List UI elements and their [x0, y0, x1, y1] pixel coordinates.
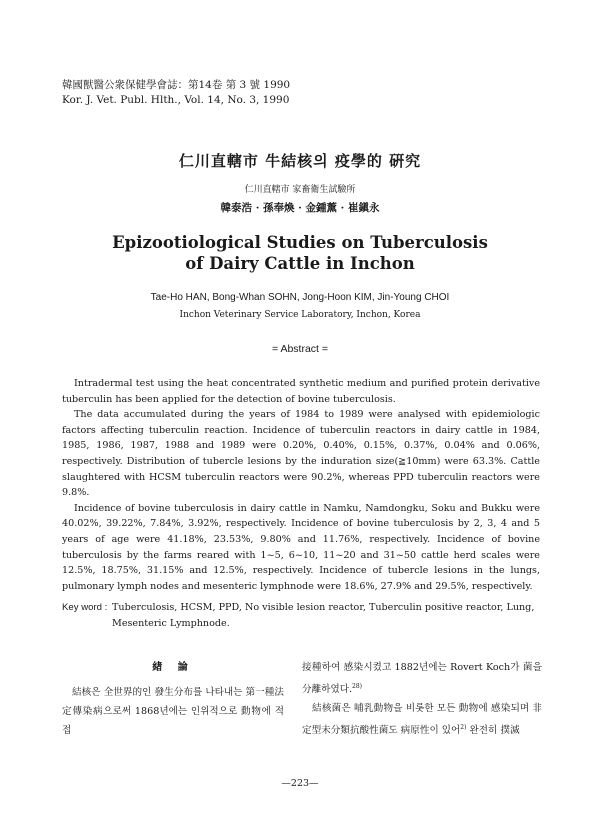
abstract-body: [62, 376, 540, 594]
section-heading-introduction: 緖 論: [152, 662, 194, 673]
abstract-paragraph-1: Intradermal test using the heat concentrated synthetic medium and purified protein derivative tuberculin has been applied for the detection of bovine tuberculosis.: [62, 378, 540, 405]
body-paragraph-right-2: [302, 699, 542, 740]
body-left-column: [62, 658, 284, 740]
english-title-line2: of Dairy Cattle in Inchon: [185, 254, 415, 273]
body-paragraph-right-1: [302, 658, 542, 699]
english-title: [0, 232, 600, 274]
keywords-block: [62, 600, 540, 631]
body-paragraph-right-2-text: 結核菌은 哺乳動物을 비롯한 모든 動物에 感染되며 非定型未分類抗酸性菌도 病原性이 있어: [302, 703, 542, 737]
journal-line-english: Kor. J. Vet. Publ. Hlth., Vol. 14, No. 3, 1990: [62, 94, 290, 106]
keywords-label: Key word :: [62, 602, 108, 613]
journal-header: [62, 78, 290, 108]
english-institution: Inchon Veterinary Service Laboratory, Inchon, Korea: [179, 310, 421, 320]
citation-superscript: 2): [460, 724, 467, 732]
body-paragraph-left: 結核은 全世界的인 發生分布를 나타내는 第一種法定傳染病으로써 1868년에는 인위적으로 動物에 적접: [62, 687, 284, 736]
journal-line-korean: 韓國獸醫公衆保健學會誌：第14卷 第 3 號 1990: [62, 79, 291, 91]
keywords-text: Tuberculosis, HCSM, PPD, No visible lesion reactor, Tuberculin positive reactor, Lung, Mesenteric Lymphnode.: [112, 602, 535, 629]
abstract-paragraph-2: The data accumulated during the years of 1984 to 1989 were analysed with epidemiologic factors affecting tuberculin reaction. Incidence of tuberculin reactors in dairy cattle in 1984, 1985, 1986, 1987, 1988 and 1989 were 0.20%, 0.40%, 0.15%, 0.37%, 0.04% and 0.06%, respectively. Distribution of tubercle lesions by the induration size(≧10mm) were 63.3%. Cattle slaughtered with HCSM tuberculin reactors were 90.2%, whereas PPD tuberculin reactors were 9.8%.: [62, 409, 540, 499]
citation-superscript: 28): [352, 683, 363, 690]
body-paragraph-right-2-tail: 완전히 撲滅: [466, 725, 520, 737]
korean-institution: 仁川直轄市 家畜衛生試驗所: [244, 185, 356, 195]
korean-authors: 韓泰浩 · 孫奉煥 · 金鍾薰 · 崔鎭永: [220, 202, 380, 214]
body-right-column: [302, 658, 542, 740]
abstract-heading: = Abstract =: [271, 343, 329, 355]
english-title-line1: Epizootiological Studies on Tuberculosis: [112, 233, 488, 252]
korean-title: 仁川直轄市 牛結核의 疫學的 硏究: [178, 152, 422, 170]
page-number: —223—: [281, 778, 319, 789]
body-paragraph-right-1-text: 接種하여 感染시켰고 1882년에는 Rovert Koch가 菌을 分離하였다.: [302, 662, 542, 696]
abstract-paragraph-3: Incidence of bovine tuberculosis in dairy cattle in Namku, Namdongku, Soku and Bukku were 40.02%, 39.22%, 7.84%, 3.92%, respectively. Incidence of bovine tuberculosis by 2, 3, 4 and 5 years of age were 41.18%, 23.53%, 9.80% and 11.76%, respectively. Incidence of bovine tuberculosis by the farms reared with 1~5, 6~10, 11~20 and 31~50 cattle herd scales were 12.5%, 18.75%, 31.15% and 12.5%, respectively. Incidence of tubercle lesions in the lungs, pulmonary lymph nodes and mesenteric lymphnode were 18.6%, 27.9% and 29.5%, respectively.: [62, 502, 540, 592]
english-authors: Tae-Ho HAN, Bong-Whan SOHN, Jong-Hoon KIM, Jin-Young CHOI: [150, 292, 450, 303]
